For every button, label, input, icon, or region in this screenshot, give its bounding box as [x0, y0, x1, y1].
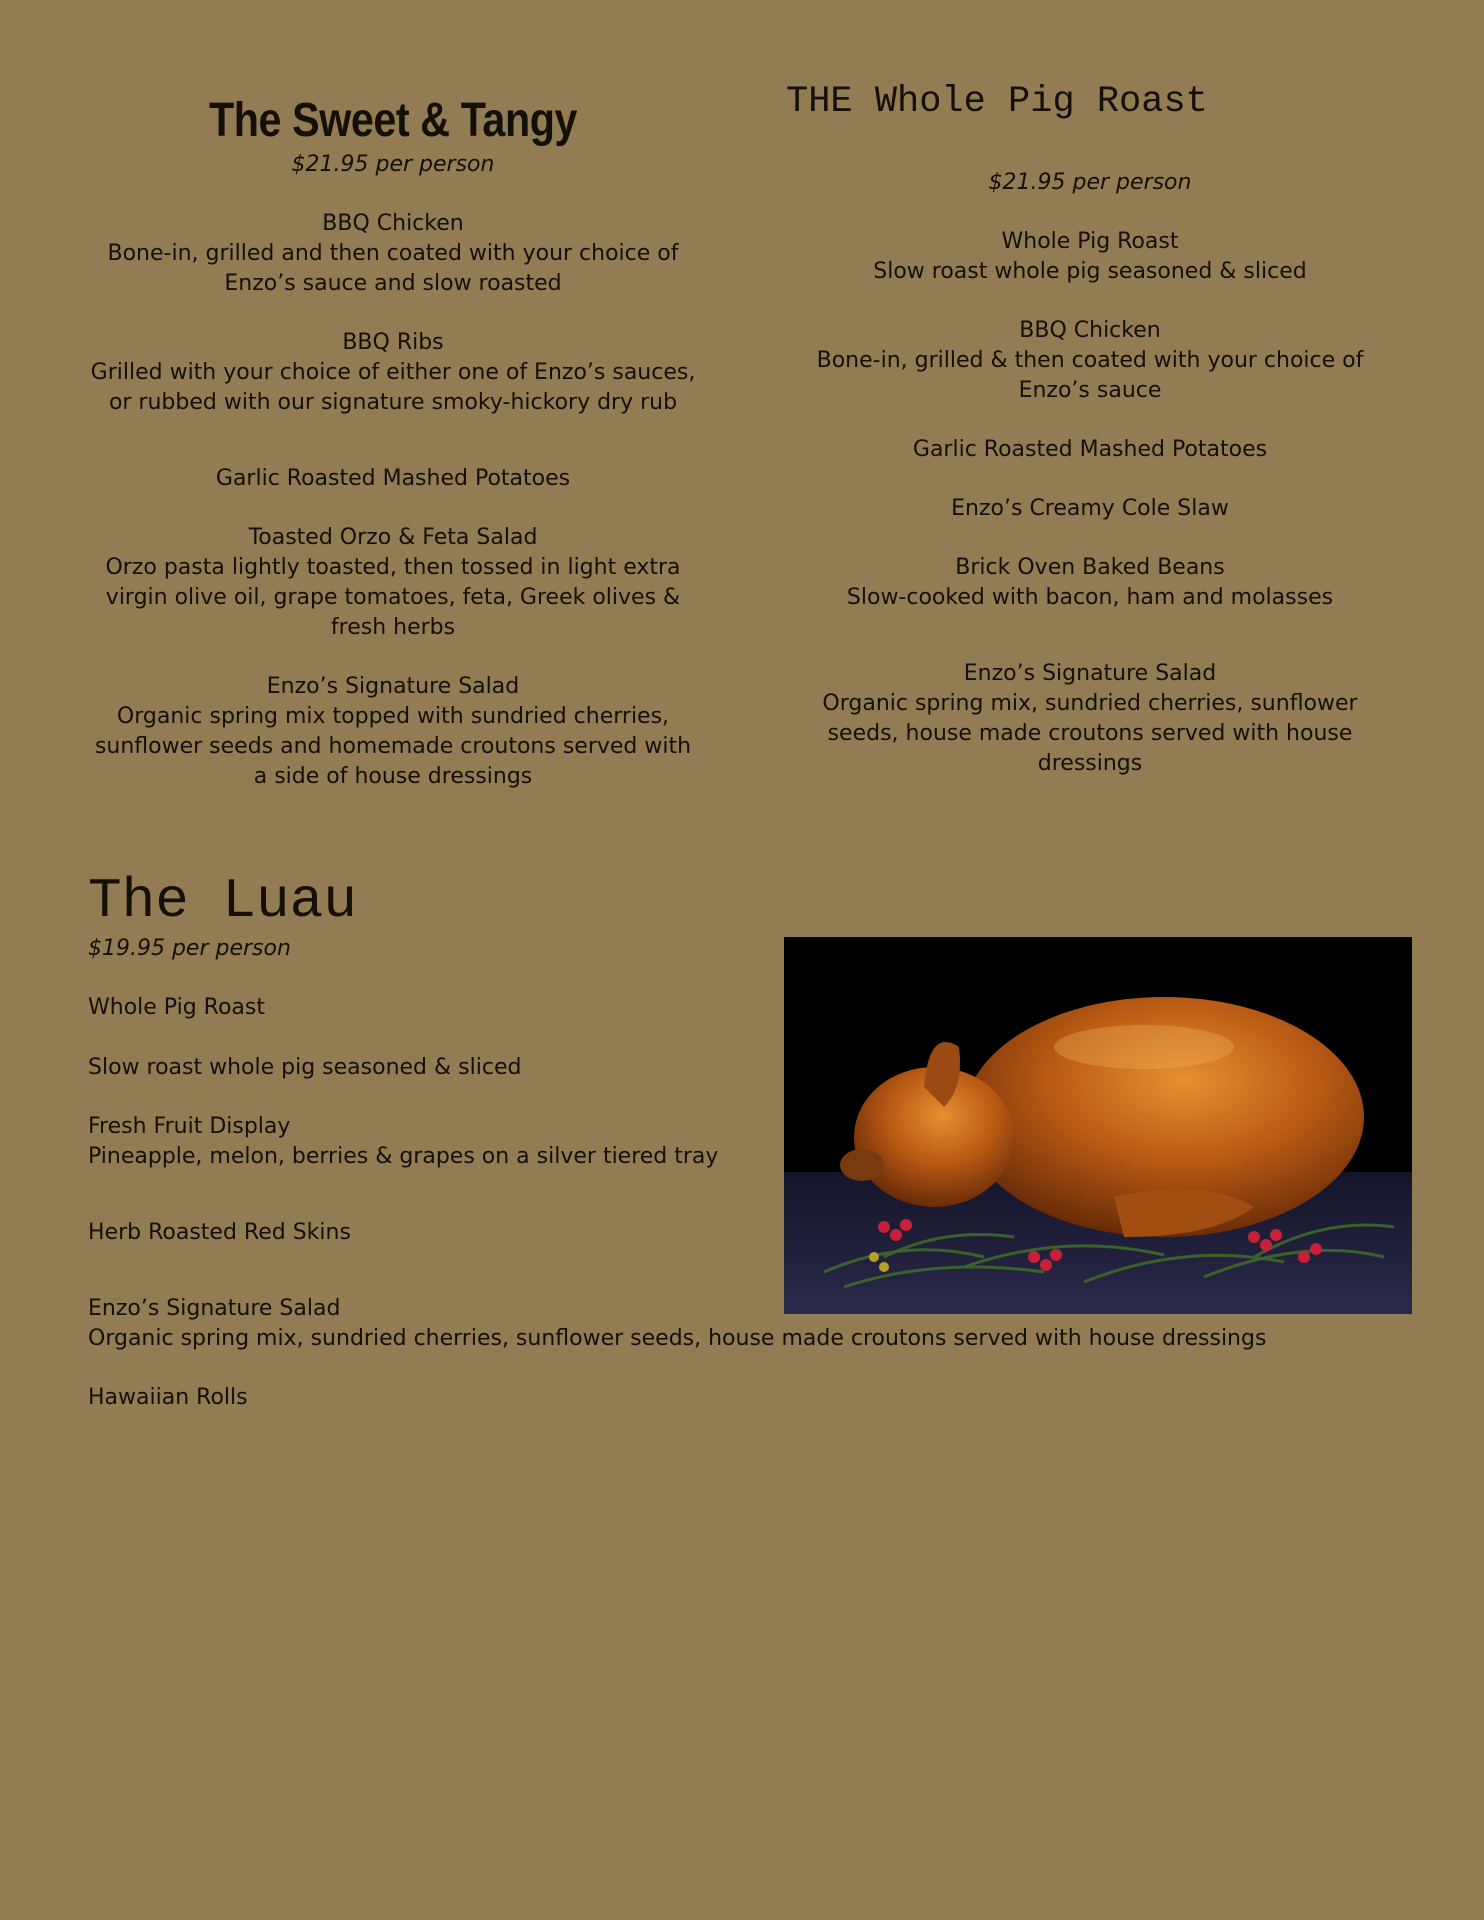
menu-item	[88, 464, 698, 494]
menu-item-description: Pineapple, melon, berries & grapes on a silver tiered tray	[88, 1144, 719, 1169]
menu-item	[786, 316, 1394, 406]
whole-pig-roast-price: $21.95 per person	[988, 170, 1192, 195]
menu-item-description: Orzo pasta lightly toasted, then tossed in light extra virgin olive oil, grape tomatoes, feta, Greek olives & fresh herbs	[105, 555, 681, 640]
menu-item-name: Slow roast whole pig seasoned & sliced	[88, 1055, 522, 1080]
menu-item	[88, 523, 698, 643]
whole-pig-roast-title: THE Whole Pig Roast	[786, 81, 1208, 123]
menu-item-name: Whole Pig Roast	[1001, 229, 1179, 254]
sweet-tangy-title: The Sweet & Tangy	[208, 94, 578, 147]
menu-item-name: Enzo’s Signature Salad	[88, 1296, 341, 1321]
menu-item	[786, 659, 1394, 779]
menu-item	[786, 435, 1394, 465]
menu-item-name: Whole Pig Roast	[88, 995, 265, 1020]
menu-item-name: Enzo’s Creamy Cole Slaw	[951, 496, 1229, 521]
menu-item-name: Hawaiian Rolls	[88, 1385, 248, 1410]
roast-pig-illustration	[784, 937, 1412, 1314]
menu-item	[786, 494, 1394, 524]
sweet-tangy-menu	[88, 92, 698, 792]
menu-item	[786, 227, 1394, 287]
menu-item-name: Fresh Fruit Display	[88, 1114, 291, 1139]
menu-item-description: Organic spring mix, sundried cherries, sunflower seeds, house made croutons served with house dressings	[822, 691, 1358, 776]
luau-price: $19.95 per person	[88, 936, 291, 961]
menu-item	[88, 1383, 1398, 1413]
luau-title: The Luau	[88, 869, 357, 933]
roast-pig-photo	[784, 937, 1412, 1314]
menu-item-name: Enzo’s Signature Salad	[963, 661, 1217, 686]
menu-item-name: BBQ Ribs	[342, 330, 444, 355]
menu-item	[88, 328, 698, 418]
menu-item-description: Grilled with your choice of either one of Enzo’s sauces, or rubbed with our signature smoky-hickory dry rub	[90, 360, 696, 415]
menu-item-description: Organic spring mix, sundried cherries, sunflower seeds, house made croutons served with house dressings	[88, 1326, 1267, 1351]
menu-item-name: BBQ Chicken	[322, 211, 464, 236]
menu-item-name: BBQ Chicken	[1019, 318, 1161, 343]
menu-item-name: Herb Roasted Red Skins	[88, 1220, 351, 1245]
menu-item-description: Slow roast whole pig seasoned & sliced	[873, 259, 1307, 284]
menu-item-description: Organic spring mix topped with sundried cherries, sunflower seeds and homemade croutons served with a side of house dressings	[94, 704, 692, 789]
menu-item-description: Bone-in, grilled and then coated with your choice of Enzo’s sauce and slow roasted	[107, 241, 679, 296]
menu-item-name: Enzo’s Signature Salad	[266, 674, 520, 699]
menu-item-name: Brick Oven Baked Beans	[955, 555, 1225, 580]
menu-item-name: Garlic Roasted Mashed Potatoes	[215, 466, 571, 491]
menu-item	[88, 672, 698, 792]
menu-item	[786, 553, 1394, 613]
menu-item	[88, 209, 698, 299]
menu-item-description: Bone-in, grilled & then coated with your choice of Enzo’s sauce	[816, 348, 1364, 403]
menu-item-description: Slow-cooked with bacon, ham and molasses	[846, 585, 1334, 610]
whole-pig-roast-menu	[786, 80, 1394, 779]
menu-item-name: Toasted Orzo & Feta Salad	[248, 525, 538, 550]
sweet-tangy-price: $21.95 per person	[291, 152, 495, 177]
menu-item-name: Garlic Roasted Mashed Potatoes	[912, 437, 1268, 462]
